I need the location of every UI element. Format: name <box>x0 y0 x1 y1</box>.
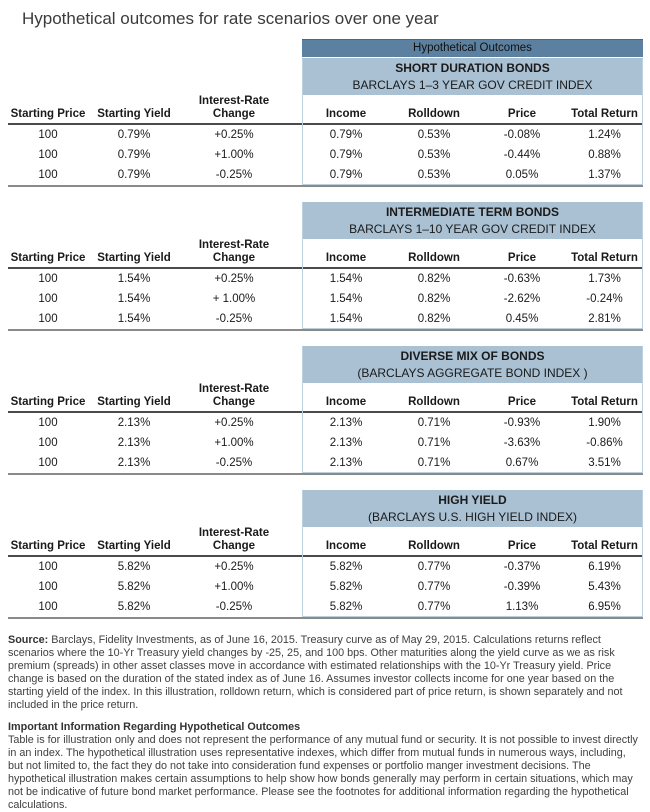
col-header-interest-rate-change <box>180 95 302 121</box>
table-row <box>8 165 643 185</box>
starting-yield-value: 5.82% <box>117 601 151 613</box>
bond-section <box>8 490 643 619</box>
income-value: 5.82% <box>329 601 363 613</box>
data-rows <box>8 269 643 329</box>
col-header-interest-rate-change <box>180 239 302 265</box>
starting-price-value: 100 <box>38 273 58 285</box>
price-value: -0.44% <box>503 149 541 161</box>
starting-price-value: 100 <box>38 601 58 613</box>
section-header <box>302 202 643 239</box>
table-row <box>8 145 643 165</box>
section-title: DIVERSE MIX OF BONDS <box>400 349 545 363</box>
total-return-value: 1.90% <box>588 417 621 429</box>
col-header-price: Price <box>507 540 537 552</box>
income-value: 0.79% <box>329 129 363 141</box>
table-row <box>8 125 643 145</box>
col-header-starting-yield: Starting Yield <box>97 108 171 120</box>
starting-yield-value: 0.79% <box>117 149 151 161</box>
rolldown-value: 0.53% <box>417 169 451 181</box>
source-note <box>8 634 640 712</box>
rate-change-value: +1.00% <box>214 149 254 161</box>
col-header-starting-price: Starting Price <box>10 396 86 408</box>
price-value: 1.13% <box>505 601 539 613</box>
starting-price-value: 100 <box>38 457 58 469</box>
price-value: -0.08% <box>503 129 541 141</box>
rolldown-value: 0.71% <box>417 417 451 429</box>
table-row <box>8 453 643 473</box>
section-subtitle: BARCLAYS 1–3 YEAR GOV CREDIT INDEX <box>352 78 593 92</box>
column-header-row <box>8 383 643 413</box>
col-header-line1: Interest-Rate <box>198 383 270 395</box>
col-header-line2: Change <box>212 252 256 264</box>
col-header-rolldown: Rolldown <box>408 252 460 264</box>
col-header-price: Price <box>507 396 537 408</box>
starting-price-value: 100 <box>38 437 58 449</box>
rolldown-value: 0.77% <box>417 581 451 593</box>
starting-yield-value: 0.79% <box>117 129 151 141</box>
col-header-line2: Change <box>212 108 256 120</box>
col-header-starting-price: Starting Price <box>10 252 86 264</box>
price-value: 0.05% <box>505 169 539 181</box>
table-row <box>8 597 643 617</box>
total-return-value: 3.51% <box>588 457 621 469</box>
income-value: 5.82% <box>329 581 363 593</box>
rate-change-value: +1.00% <box>214 581 254 593</box>
starting-yield-value: 2.13% <box>117 417 151 429</box>
income-value: 2.13% <box>329 457 363 469</box>
data-rows <box>8 557 643 617</box>
table-row <box>8 289 643 309</box>
col-header-rolldown: Rolldown <box>408 540 460 552</box>
income-value: 5.82% <box>329 561 363 573</box>
column-header-row <box>8 239 643 269</box>
starting-price-value: 100 <box>38 313 58 325</box>
total-return-value: 6.19% <box>588 561 621 573</box>
data-rows <box>8 125 643 185</box>
rolldown-value: 0.53% <box>417 129 451 141</box>
source-label: Source: <box>8 634 49 646</box>
price-value: -0.39% <box>503 581 541 593</box>
footnotes <box>8 634 640 812</box>
rolldown-value: 0.77% <box>417 601 451 613</box>
rate-change-value: +1.00% <box>214 437 254 449</box>
table-row <box>8 309 643 329</box>
starting-price-value: 100 <box>38 417 58 429</box>
page-title: Hypothetical outcomes for rate scenarios over one year <box>22 9 439 28</box>
col-header-line2: Change <box>212 396 256 408</box>
rolldown-value: 0.71% <box>417 457 451 469</box>
col-header-starting-price: Starting Price <box>10 108 86 120</box>
rate-change-value: +0.25% <box>214 129 254 141</box>
col-header-rolldown: Rolldown <box>408 396 460 408</box>
income-value: 0.79% <box>329 169 363 181</box>
source-text: Barclays, Fidelity Investments, as of June 16, 2015. Treasury curve as of May 29, 2015. Calculations returns reflect scenarios where the 10-Yr Treasury yield changes by -25, 25, and 100 bps. Other maturities along the yield curve as we as risk premium (spreads) in other asset classes move in accordance with estimated relationships with the 10-Yr Treasury yield. Price change is based on the duration of the stated index as of June 16. Assumes investor collects income for one year based on the starting yield of the index. In this illustration, rolldown return, which is considered part of price return, is shown separately and not included in the price return. <box>8 634 623 711</box>
rolldown-value: 0.82% <box>417 313 451 325</box>
col-header-starting-yield: Starting Yield <box>97 540 171 552</box>
rolldown-value: 0.82% <box>417 273 451 285</box>
rate-change-value: -0.25% <box>215 457 253 469</box>
total-return-value: 5.43% <box>588 581 621 593</box>
total-return-value: 1.73% <box>588 273 621 285</box>
rate-change-value: -0.25% <box>215 169 253 181</box>
col-header-interest-rate-change <box>180 527 302 553</box>
table-row <box>8 433 643 453</box>
income-value: 1.54% <box>329 293 363 305</box>
section-subtitle: (BARCLAYS U.S. HIGH YIELD INDEX) <box>368 510 577 524</box>
col-header-starting-yield: Starting Yield <box>97 252 171 264</box>
col-header-interest-rate-change <box>180 383 302 409</box>
total-return-value: -0.24% <box>586 293 623 305</box>
starting-yield-value: 2.13% <box>117 437 151 449</box>
total-return-value: 1.24% <box>588 129 621 141</box>
starting-price-value: 100 <box>38 561 58 573</box>
total-return-value: 1.37% <box>588 169 621 181</box>
bond-section <box>8 346 643 475</box>
rate-change-value: +0.25% <box>214 417 254 429</box>
total-return-value: 0.88% <box>588 149 621 161</box>
bond-section <box>8 39 643 187</box>
total-return-value: -0.86% <box>586 437 623 449</box>
price-value: 0.67% <box>505 457 539 469</box>
rolldown-value: 0.77% <box>417 561 451 573</box>
section-subtitle: BARCLAYS 1–10 YEAR GOV CREDIT INDEX <box>349 222 596 236</box>
starting-price-value: 100 <box>38 581 58 593</box>
important-information-text: Table is for illustration only and does not represent the performance of any mutual fund or security. It is not possible to invest directly in an index. The hypothetical illustration uses representative indexes, which differ from mutual funds in numerous ways, including, but not limited to, the fact they do not take into consideration fund expenses or portfolio manger investment decisions. The hypothetical illustration makes certain assumptions to help show how bonds generally may perform in certain situations, which may not be indicative of future bond market performance. Please see the footnotes for additional information regarding the hypothetical calculations. <box>8 734 638 811</box>
starting-price-value: 100 <box>38 293 58 305</box>
rolldown-value: 0.71% <box>417 437 451 449</box>
price-value: -0.37% <box>503 561 541 573</box>
price-value: -0.93% <box>503 417 541 429</box>
col-header-rolldown: Rolldown <box>408 108 460 120</box>
total-return-value: 2.81% <box>588 313 621 325</box>
rate-change-value: +0.25% <box>214 561 254 573</box>
rate-change-value: +0.25% <box>214 273 254 285</box>
hypothetical-outcomes-banner: Hypothetical Outcomes <box>302 39 643 57</box>
table-row <box>8 577 643 597</box>
income-value: 2.13% <box>329 437 363 449</box>
rate-change-value: + 1.00% <box>212 293 256 305</box>
column-header-row <box>8 527 643 557</box>
col-header-starting-yield: Starting Yield <box>97 396 171 408</box>
section-header <box>302 346 643 383</box>
col-header-income: Income <box>325 252 367 264</box>
table-row <box>8 413 643 433</box>
bond-section <box>8 202 643 331</box>
starting-yield-value: 0.79% <box>117 169 151 181</box>
rolldown-value: 0.82% <box>417 293 451 305</box>
starting-price-value: 100 <box>38 169 58 181</box>
income-value: 1.54% <box>329 273 363 285</box>
income-value: 0.79% <box>329 149 363 161</box>
col-header-income: Income <box>325 540 367 552</box>
price-value: -2.62% <box>503 293 541 305</box>
rate-change-value: -0.25% <box>215 313 253 325</box>
section-header <box>302 490 643 527</box>
col-header-income: Income <box>325 396 367 408</box>
starting-yield-value: 5.82% <box>117 561 151 573</box>
income-value: 2.13% <box>329 417 363 429</box>
col-header-total-return: Total Return <box>571 396 638 408</box>
col-header-total-return: Total Return <box>571 540 638 552</box>
section-title: SHORT DURATION BONDS <box>395 61 550 75</box>
price-value: 0.45% <box>505 313 539 325</box>
starting-yield-value: 1.54% <box>117 273 151 285</box>
starting-yield-value: 5.82% <box>117 581 151 593</box>
section-header <box>302 58 643 95</box>
total-return-value: 6.95% <box>588 601 621 613</box>
starting-price-value: 100 <box>38 149 58 161</box>
col-header-line1: Interest-Rate <box>198 239 270 251</box>
col-header-price: Price <box>507 252 537 264</box>
col-header-starting-price: Starting Price <box>10 540 86 552</box>
starting-price-value: 100 <box>38 129 58 141</box>
data-rows <box>8 413 643 473</box>
starting-yield-value: 1.54% <box>117 313 151 325</box>
col-header-line1: Interest-Rate <box>198 527 270 539</box>
price-value: -3.63% <box>503 437 541 449</box>
important-information-note <box>8 721 640 812</box>
col-header-total-return: Total Return <box>571 252 638 264</box>
starting-yield-value: 1.54% <box>117 293 151 305</box>
col-header-line2: Change <box>212 540 256 552</box>
important-information-heading: Important Information Regarding Hypothetical Outcomes <box>8 721 301 733</box>
column-header-row <box>8 95 643 125</box>
income-value: 1.54% <box>329 313 363 325</box>
rate-change-value: -0.25% <box>215 601 253 613</box>
table-row <box>8 269 643 289</box>
rolldown-value: 0.53% <box>417 149 451 161</box>
col-header-price: Price <box>507 108 537 120</box>
starting-yield-value: 2.13% <box>117 457 151 469</box>
col-header-line1: Interest-Rate <box>198 95 270 107</box>
col-header-income: Income <box>325 108 367 120</box>
section-subtitle: (BARCLAYS AGGREGATE BOND INDEX ) <box>357 366 588 380</box>
section-title: HIGH YIELD <box>438 493 507 507</box>
outcomes-table <box>0 39 650 619</box>
table-row <box>8 557 643 577</box>
section-title: INTERMEDIATE TERM BONDS <box>385 205 560 219</box>
col-header-total-return: Total Return <box>571 108 638 120</box>
price-value: -0.63% <box>503 273 541 285</box>
